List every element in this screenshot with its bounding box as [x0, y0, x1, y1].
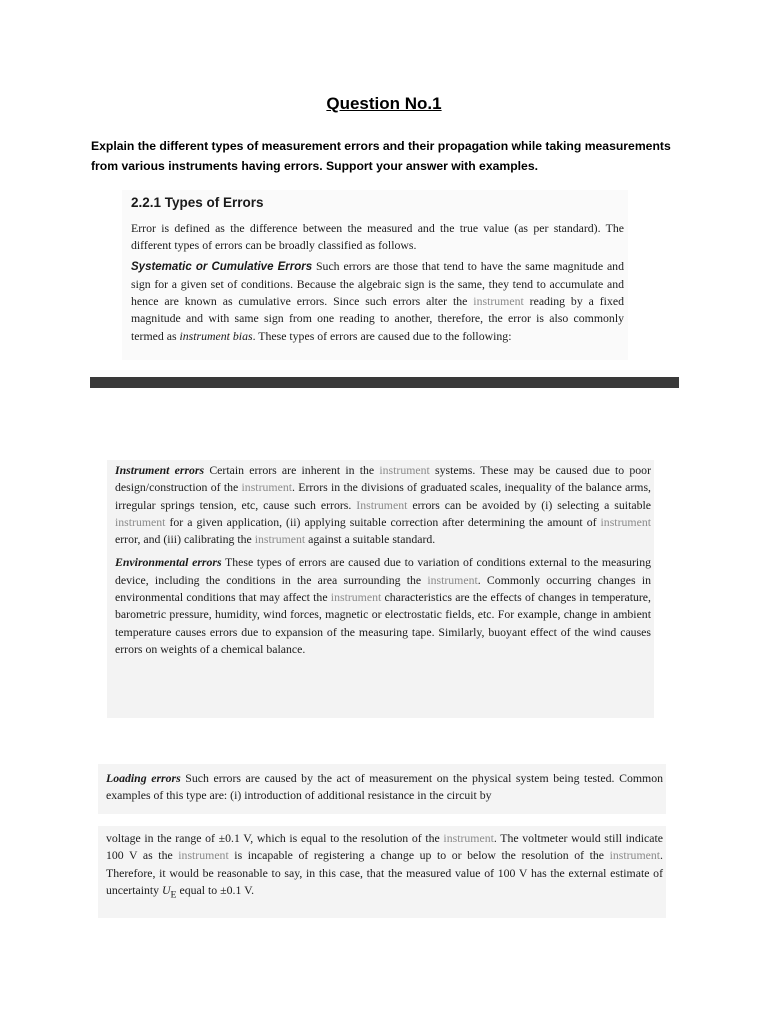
environmental-errors-paragraph: Environmental errors These types of errors are caused due to variation of conditions external to the measuring device, including the conditions in the area surrounding the instrument. Commonly occurring changes in environmental conditions that may affect the instrument characteristics are the effects of changes in temperature, barometric pressure, humidity, wind forces, magnetic or electrostatic fields, etc. For example, change in ambient temperature causes errors due to expansion of the measuring tape. Similarly, buoyant effect of the wind causes errors on weights of a chemical balance.: [115, 555, 651, 656]
uncertainty-symbol: U: [162, 882, 171, 897]
section-heading: 2.2.1 Types of Errors: [131, 195, 264, 210]
systematic-errors-label: Systematic or Cumulative Errors: [131, 260, 313, 273]
instrument-errors-label: Instrument errors: [115, 463, 205, 477]
loading-errors-paragraph: Loading errors Such errors are caused by the act of measurement on the physical system being tested. Common examples of this type are: (i) introduction of additional resistance in the circuit by: [106, 771, 663, 803]
uncertainty-subscript: E: [170, 889, 177, 901]
page-title: Question No.1: [326, 94, 442, 113]
instrument-errors-paragraph: Instrument errors Certain errors are inherent in the instrument systems. These may be caused due to poor design/construction of the instrument. Errors in the divisions of graduated scales, inequality of the balance arms, irregular springs tension, etc, cause such errors. Instrument errors can be avoided by (i) selecting a suitable instrument for a given application, (ii) applying suitable correction after determining the amount of instrument error, and (iii) calibrating the instrument against a suitable standard.: [115, 463, 652, 547]
scanned-excerpt-instrument-environmental: [107, 460, 654, 718]
environmental-errors-label: Environmental errors: [115, 555, 222, 570]
question-text: Explain the different types of measurement errors and their propagation while taking measurements from various instruments having errors. Support your answer with examples.: [91, 139, 671, 173]
intro-paragraph: Error is defined as the difference between the measured and the true value (as per standard). The different types of errors can be broadly classified as follows.: [131, 221, 624, 253]
divider-bar: [90, 377, 679, 388]
voltage-paragraph: voltage in the range of ±0.1 V, which is equal to the resolution of the instrument. The voltmeter would still indicate 100 V as the instrument is incapable of registering a change up to or below the resolution of the instrument. Therefore, it would be reasonable to say, in this case, that the measured value of 100 V has the external estimate of uncertainty $U_E$ equal to ±0.1 V.: [106, 831, 663, 901]
scanned-excerpt-types-of-errors: [122, 190, 628, 360]
scanned-excerpt-voltage: [98, 826, 666, 918]
scanned-excerpt-loading-errors: [98, 764, 666, 814]
systematic-errors-paragraph: Systematic or Cumulative Errors Such errors are those that tend to have the same magnitude and sign for a given set of conditions. Because the algebraic sign is the same, they tend to accumulate and hence are known as cumulative errors. Since such errors alter the instrument reading by a fixed magnitude and with same sign from one reading to another, therefore, the error is also commonly termed as instrument bias. These types of errors are caused due to the following:: [131, 258, 624, 343]
loading-errors-label: Loading errors: [106, 771, 181, 785]
